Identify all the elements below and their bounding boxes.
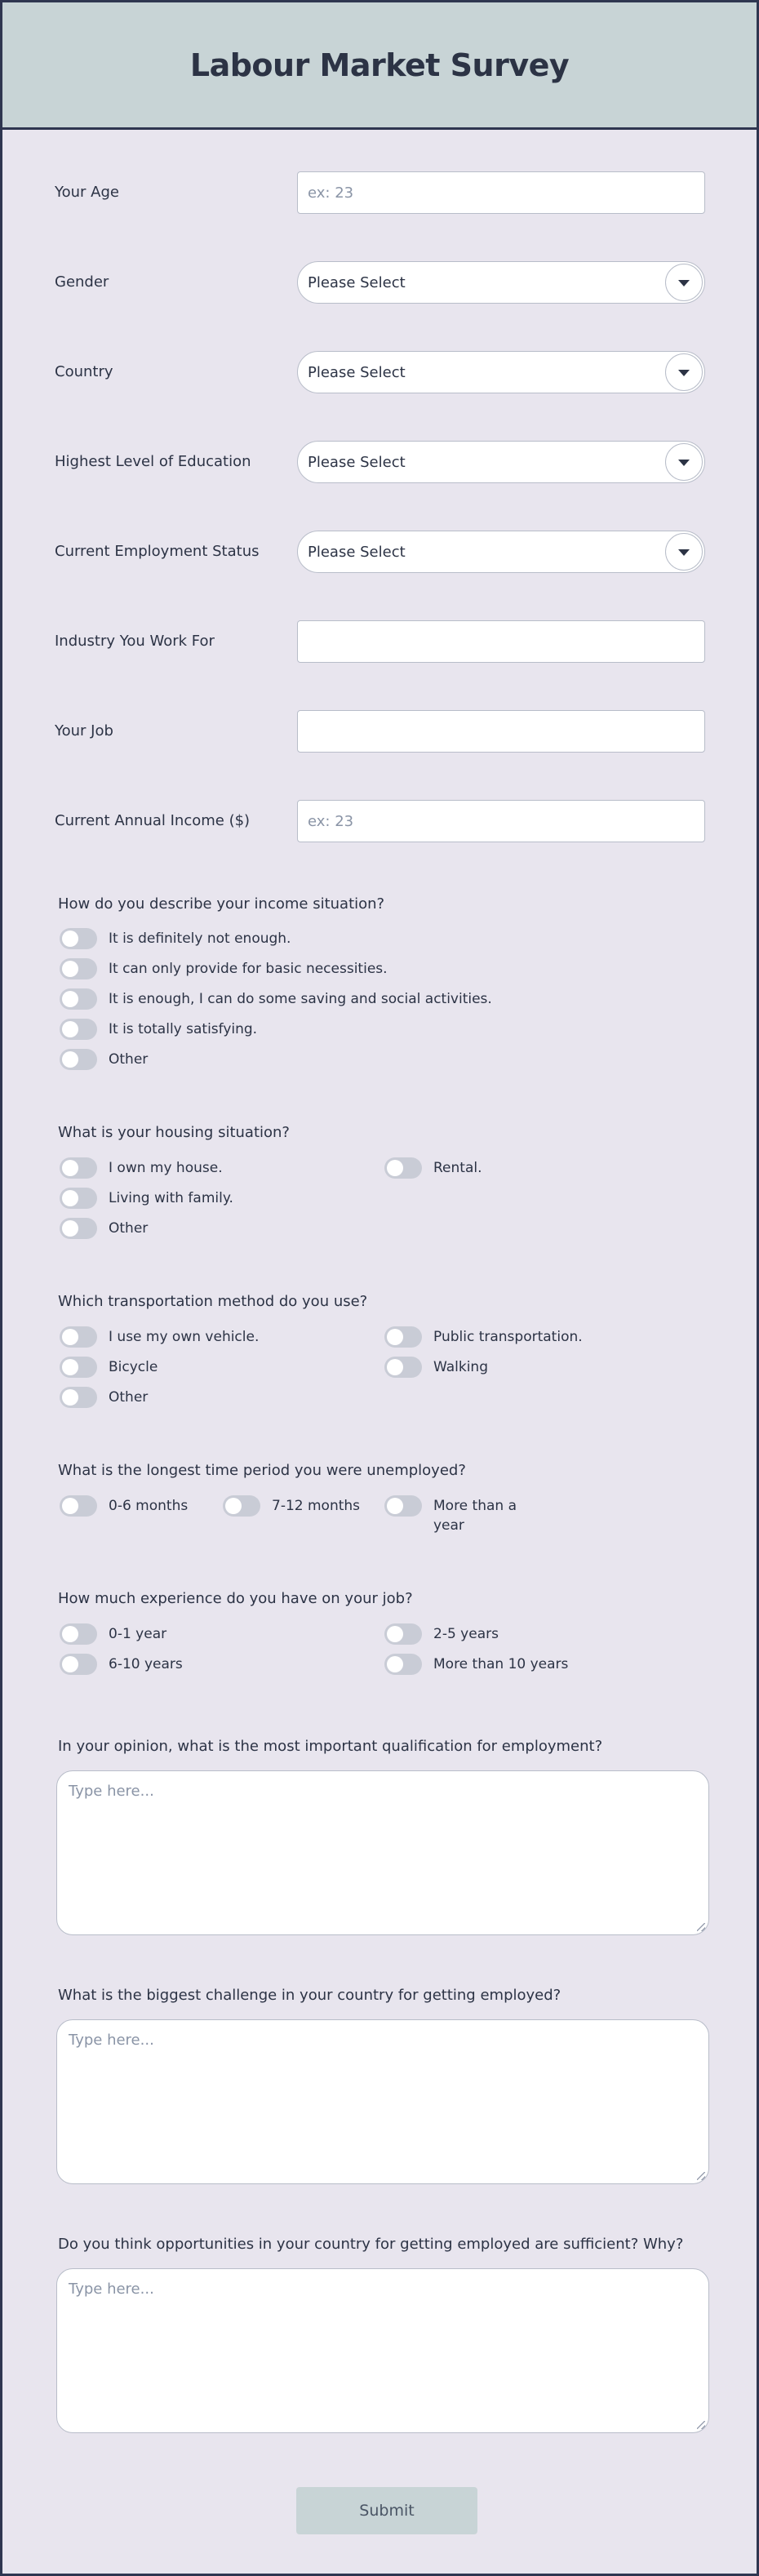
option-label: More than a year (433, 1498, 517, 1534)
income-row (55, 800, 708, 842)
form-title: Labour Market Survey (189, 47, 570, 83)
job-input[interactable] (298, 711, 704, 752)
age-field-box (297, 171, 705, 214)
option-label: 0-6 months (109, 1498, 189, 1514)
unemployed-option[interactable] (223, 1496, 360, 1521)
experience-option[interactable] (384, 1654, 568, 1679)
experience-option[interactable] (384, 1624, 499, 1649)
toggle-switch[interactable] (60, 1326, 97, 1348)
toggle-switch[interactable] (60, 1387, 97, 1408)
option-label: Bicycle (109, 1359, 158, 1375)
gender-label: Gender (55, 273, 109, 291)
option-label: More than 10 years (433, 1656, 569, 1672)
option-label: Public transportation. (433, 1329, 583, 1345)
option-label: It is enough, I can do some saving and social activities. (109, 991, 492, 1007)
housing-option[interactable] (384, 1158, 482, 1183)
option-label: Rental. (433, 1160, 482, 1176)
age-input[interactable] (298, 172, 704, 213)
option-label: Other (109, 1389, 149, 1406)
age-label: Your Age (55, 184, 119, 201)
unemployed-option[interactable] (384, 1496, 531, 1540)
option-label: I use my own vehicle. (109, 1329, 260, 1345)
toggle-switch[interactable] (384, 1326, 422, 1348)
income-option[interactable] (60, 1050, 148, 1074)
challenge-question: What is the biggest challenge in your country for getting employed? (58, 1987, 561, 2004)
industry-row (55, 620, 708, 663)
transport-option[interactable] (60, 1327, 259, 1352)
challenge-textarea[interactable] (57, 2020, 708, 2183)
option-label: 7-12 months (272, 1498, 361, 1514)
option-label: 0-1 year (109, 1626, 167, 1642)
qualification-question: In your opinion, what is the most important qualification for employment? (58, 1738, 603, 1755)
transport-question: Which transportation method do you use? (58, 1293, 368, 1310)
income-situation-question: How do you describe your income situation? (58, 895, 385, 913)
chevron-down-icon[interactable] (665, 443, 703, 481)
income-input[interactable] (298, 801, 704, 842)
toggle-switch[interactable] (60, 1049, 97, 1070)
transport-option[interactable] (60, 1388, 148, 1412)
toggle-switch[interactable] (223, 1495, 260, 1517)
option-label: Living with family. (109, 1190, 233, 1206)
job-label: Your Job (55, 722, 113, 739)
job-row (55, 710, 708, 753)
toggle-switch[interactable] (60, 958, 97, 979)
resize-handle-icon[interactable] (697, 1923, 705, 1931)
age-row (55, 171, 708, 214)
income-option[interactable] (60, 929, 291, 953)
opportunities-textarea[interactable] (57, 2269, 708, 2432)
opportunities-question: Do you think opportunities in your country for getting employed are sufficient? Why? (58, 2236, 684, 2253)
opportunities-textarea-box (56, 2268, 709, 2433)
gender-select-value: Please Select (308, 274, 406, 291)
resize-handle-icon[interactable] (697, 2172, 705, 2180)
chevron-down-icon[interactable] (665, 264, 703, 301)
gender-select[interactable] (297, 261, 705, 304)
option-label: Other (109, 1051, 149, 1068)
toggle-switch[interactable] (60, 1654, 97, 1675)
challenge-textarea-box (56, 2019, 709, 2184)
option-label: Walking (433, 1359, 488, 1375)
country-select-value: Please Select (308, 364, 406, 381)
toggle-switch[interactable] (60, 1188, 97, 1209)
housing-option[interactable] (60, 1188, 233, 1213)
industry-input[interactable] (298, 621, 704, 662)
chevron-down-icon[interactable] (665, 533, 703, 571)
toggle-switch[interactable] (384, 1357, 422, 1378)
employment-row (55, 531, 708, 573)
income-option[interactable] (60, 989, 492, 1014)
toggle-switch[interactable] (60, 1019, 97, 1040)
education-select-value: Please Select (308, 454, 406, 471)
transport-option[interactable] (384, 1327, 583, 1352)
experience-option[interactable] (60, 1654, 183, 1679)
toggle-switch[interactable] (60, 988, 97, 1010)
option-label: 6-10 years (109, 1656, 183, 1672)
unemployed-question: What is the longest time period you were unemployed? (58, 1462, 466, 1479)
employment-select-value: Please Select (308, 544, 406, 561)
country-row (55, 351, 708, 393)
toggle-switch[interactable] (384, 1654, 422, 1675)
submit-button[interactable]: Submit (296, 2487, 477, 2534)
qualification-textarea[interactable] (57, 1771, 708, 1934)
unemployed-option[interactable] (60, 1496, 188, 1521)
education-select[interactable] (297, 441, 705, 483)
toggle-switch[interactable] (60, 1495, 97, 1517)
toggle-switch[interactable] (60, 1357, 97, 1378)
option-label: Other (109, 1220, 149, 1237)
option-label: It is definitely not enough. (109, 930, 291, 947)
income-option[interactable] (60, 1019, 257, 1044)
housing-option[interactable] (60, 1219, 148, 1243)
education-row (55, 441, 708, 483)
transport-option[interactable] (60, 1357, 158, 1382)
country-label: Country (55, 363, 113, 380)
option-label: It can only provide for basic necessities. (109, 961, 388, 977)
toggle-switch[interactable] (60, 928, 97, 949)
income-field-box (297, 800, 705, 842)
employment-label: Current Employment Status (55, 543, 260, 560)
industry-field-box (297, 620, 705, 663)
housing-question: What is your housing situation? (58, 1124, 290, 1141)
toggle-switch[interactable] (60, 1218, 97, 1239)
job-field-box (297, 710, 705, 753)
option-label: I own my house. (109, 1160, 223, 1176)
transport-option[interactable] (384, 1357, 488, 1382)
experience-option[interactable] (60, 1624, 166, 1649)
industry-label: Industry You Work For (55, 633, 215, 650)
qualification-textarea-box (56, 1770, 709, 1935)
toggle-switch[interactable] (384, 1157, 422, 1179)
toggle-switch[interactable] (384, 1623, 422, 1645)
toggle-switch[interactable] (384, 1495, 422, 1517)
employment-select[interactable] (297, 531, 705, 573)
education-label: Highest Level of Education (55, 453, 251, 470)
form-header (2, 2, 757, 130)
gender-row (55, 261, 708, 304)
option-label: 2-5 years (433, 1626, 499, 1642)
toggle-switch[interactable] (60, 1157, 97, 1179)
experience-question: How much experience do you have on your job? (58, 1590, 413, 1607)
housing-option[interactable] (60, 1158, 223, 1183)
income-option[interactable] (60, 959, 388, 984)
chevron-down-icon[interactable] (665, 353, 703, 391)
toggle-switch[interactable] (60, 1623, 97, 1645)
resize-handle-icon[interactable] (697, 2421, 705, 2429)
option-label: It is totally satisfying. (109, 1021, 258, 1037)
country-select[interactable] (297, 351, 705, 393)
income-label: Current Annual Income ($) (55, 812, 251, 829)
